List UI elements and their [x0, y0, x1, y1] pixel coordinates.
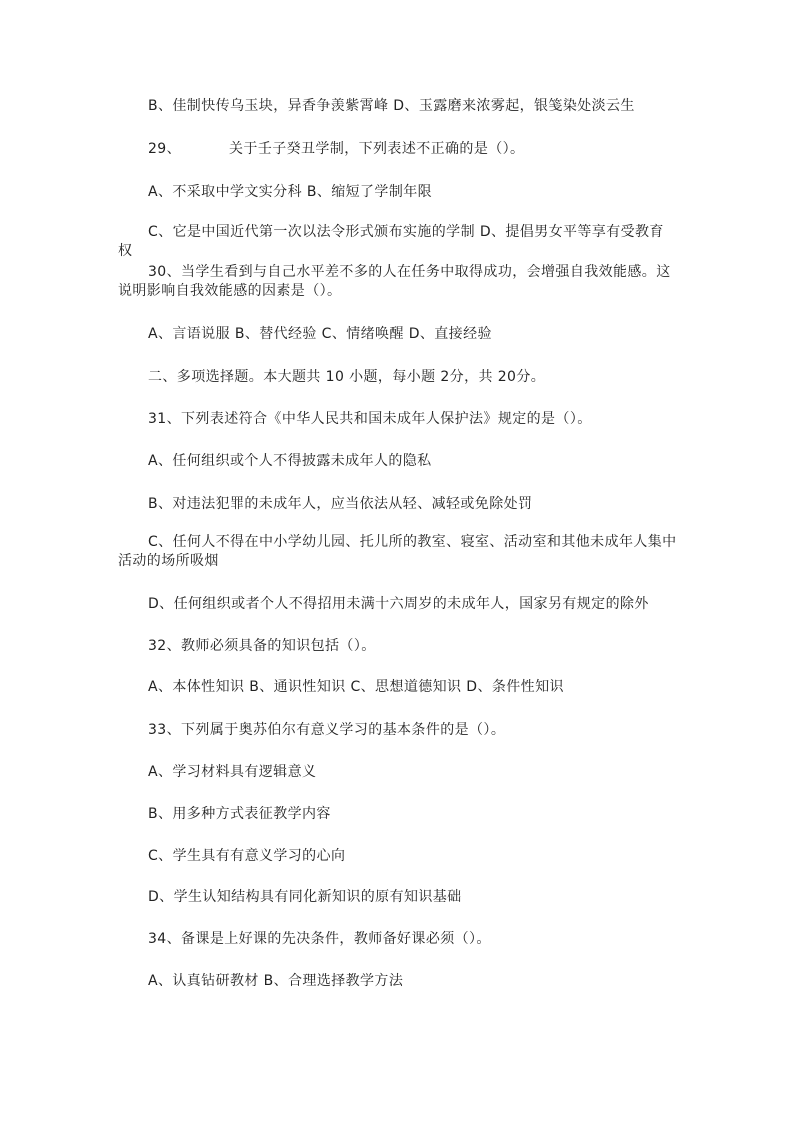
- question-text: 关于壬子癸丑学制，下列表述不正确的是（）。: [229, 141, 525, 157]
- question-number: 29、: [148, 141, 182, 157]
- option-line: A、言语说服 B、替代经验 C、情绪唤醒 D、直接经验: [148, 326, 492, 342]
- option-line: A、认真钻研教材 B、合理选择教学方法: [148, 973, 404, 989]
- option-line: D、任何组织或者个人不得招用未满十六周岁的未成年人，国家另有规定的除外: [148, 596, 649, 612]
- option-line: C、它是中国近代第一次以法令形式颁布实施的学制 D、提倡男女平等享有受教育权: [118, 224, 664, 259]
- option-line: A、本体性知识 B、通识性知识 C、思想道德知识 D、条件性知识: [148, 679, 564, 695]
- option-line: A、学习材料具有逻辑意义: [148, 764, 317, 780]
- option-line: B、佳制快传乌玉块，异香争羡紫霄峰 D、玉露磨来浓雾起，银笺染处淡云生: [148, 98, 635, 114]
- option-line: C、学生具有有意义学习的心向: [148, 848, 346, 864]
- question-33: 33、下列属于奥苏伯尔有意义学习的基本条件的是（）。: [148, 722, 506, 738]
- section-heading: 二、多项选择题。本大题共 10 小题，每小题 2分，共 20分。: [148, 369, 546, 385]
- option-line: D、学生认知结构具有同化新知识的原有知识基础: [148, 889, 462, 905]
- question-30: 30、当学生看到与自己水平差不多的人在任务中取得成功，会增强自我效能感。这说明影响自我效能感的因素是（）。: [118, 264, 671, 299]
- question-31: 31、下列表述符合《中华人民共和国未成年人保护法》规定的是（）。: [148, 411, 592, 427]
- option-line: A、任何组织或个人不得披露未成年人的隐私: [148, 453, 432, 469]
- question-32: 32、教师必须具备的知识包括（）。: [148, 638, 376, 654]
- question-29: [118, 140, 678, 159]
- option-line: B、对违法犯罪的未成年人，应当依法从轻、减轻或免除处罚: [148, 496, 533, 512]
- option-line: A、不采取中学文实分科 B、缩短了学制年限: [148, 184, 433, 200]
- option-line: C、任何人不得在中小学幼儿园、托儿所的教室、寝室、活动室和其他未成年人集中活动的场所吸烟: [118, 534, 677, 569]
- question-34: 34、备课是上好课的先决条件，教师备好课必须（）。: [148, 931, 491, 947]
- option-line: B、用多种方式表征教学内容: [148, 806, 331, 822]
